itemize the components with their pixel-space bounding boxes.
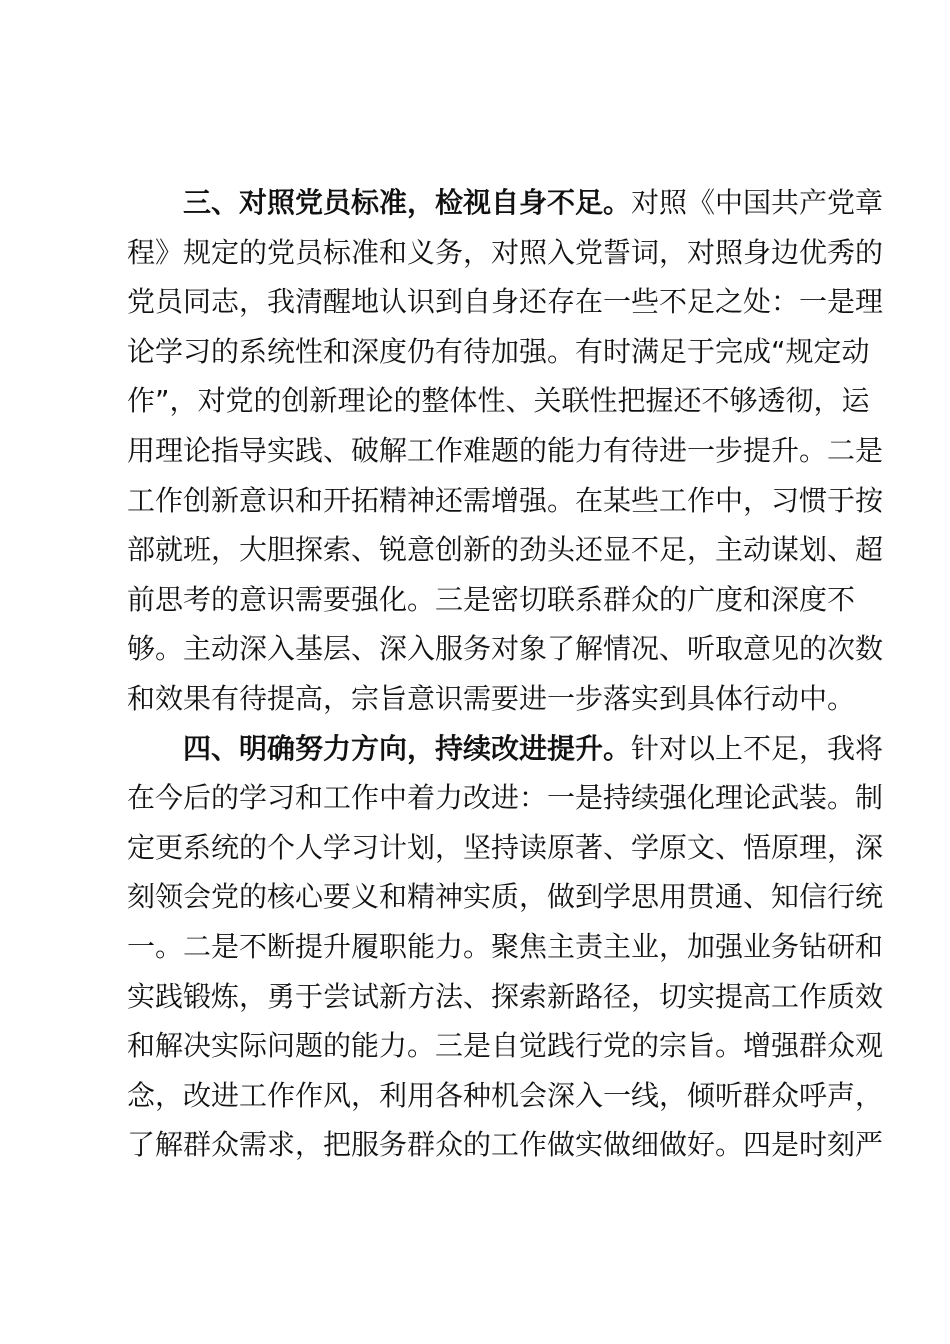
paragraph-line: 念，改进工作作风，利用各种机会深入一线，倾听群众呼声， bbox=[127, 1078, 884, 1112]
line-text: 对照《中国共产党章 bbox=[631, 186, 884, 219]
paragraph-line: 作”，对党的创新理论的整体性、关联性把握还不够透彻，运 bbox=[127, 384, 870, 418]
paragraph-line: 和效果有待提高，宗旨意识需要进一步落实到具体行动中。 bbox=[127, 681, 856, 715]
document-body bbox=[127, 178, 884, 1170]
paragraph-line: 在今后的学习和工作中着力改进：一是持续强化理论武装。制 bbox=[127, 781, 884, 815]
paragraph-line: 实践锻炼，勇于尝试新方法、探索新路径，切实提高工作质效 bbox=[127, 979, 884, 1013]
paragraph-line: 和解决实际问题的能力。三是自觉践行党的宗旨。增强群众观 bbox=[127, 1029, 884, 1063]
paragraph-line bbox=[127, 178, 884, 228]
paragraph-line bbox=[127, 724, 884, 774]
line-text: 针对以上不足，我将 bbox=[631, 731, 884, 765]
section-heading: 三、对照党员标准，检视自身不足。 bbox=[183, 186, 632, 219]
paragraph-section-4 bbox=[127, 724, 884, 1170]
paragraph-line: 刻领会党的核心要义和精神实质，做到学思用贯通、知信行统 bbox=[127, 880, 884, 914]
paragraph-line: 工作创新意识和开拓精神还需增强。在某些工作中，习惯于按 bbox=[127, 483, 884, 517]
paragraph-line: 论学习的系统性和深度仍有待加强。有时满足于完成“规定动 bbox=[127, 334, 870, 368]
paragraph-line: 部就班，大胆探索、锐意创新的劲头还显不足，主动谋划、超 bbox=[127, 533, 884, 567]
paragraph-line: 前思考的意识需要强化。三是密切联系群众的广度和深度不 bbox=[127, 582, 856, 616]
paragraph-line: 定更系统的个人学习计划，坚持读原著、学原文、悟原理，深 bbox=[127, 830, 884, 864]
section-heading: 四、明确努力方向，持续改进提升。 bbox=[183, 731, 632, 765]
paragraph-line: 党员同志，我清醒地认识到自身还存在一些不足之处：一是理 bbox=[127, 285, 884, 319]
paragraph-line: 程》规定的党员标准和义务，对照入党誓词，对照身边优秀的 bbox=[127, 235, 884, 269]
paragraph-section-3 bbox=[127, 178, 884, 724]
paragraph-line: 了解群众需求，把服务群众的工作做实做细做好。四是时刻严 bbox=[127, 1128, 884, 1162]
paragraph-line: 够。主动深入基层、深入服务对象了解情况、听取意见的次数 bbox=[127, 632, 884, 666]
paragraph-line: 一。二是不断提升履职能力。聚焦主责主业，加强业务钻研和 bbox=[127, 929, 884, 963]
paragraph-line: 用理论指导实践、破解工作难题的能力有待进一步提升。二是 bbox=[127, 433, 884, 467]
